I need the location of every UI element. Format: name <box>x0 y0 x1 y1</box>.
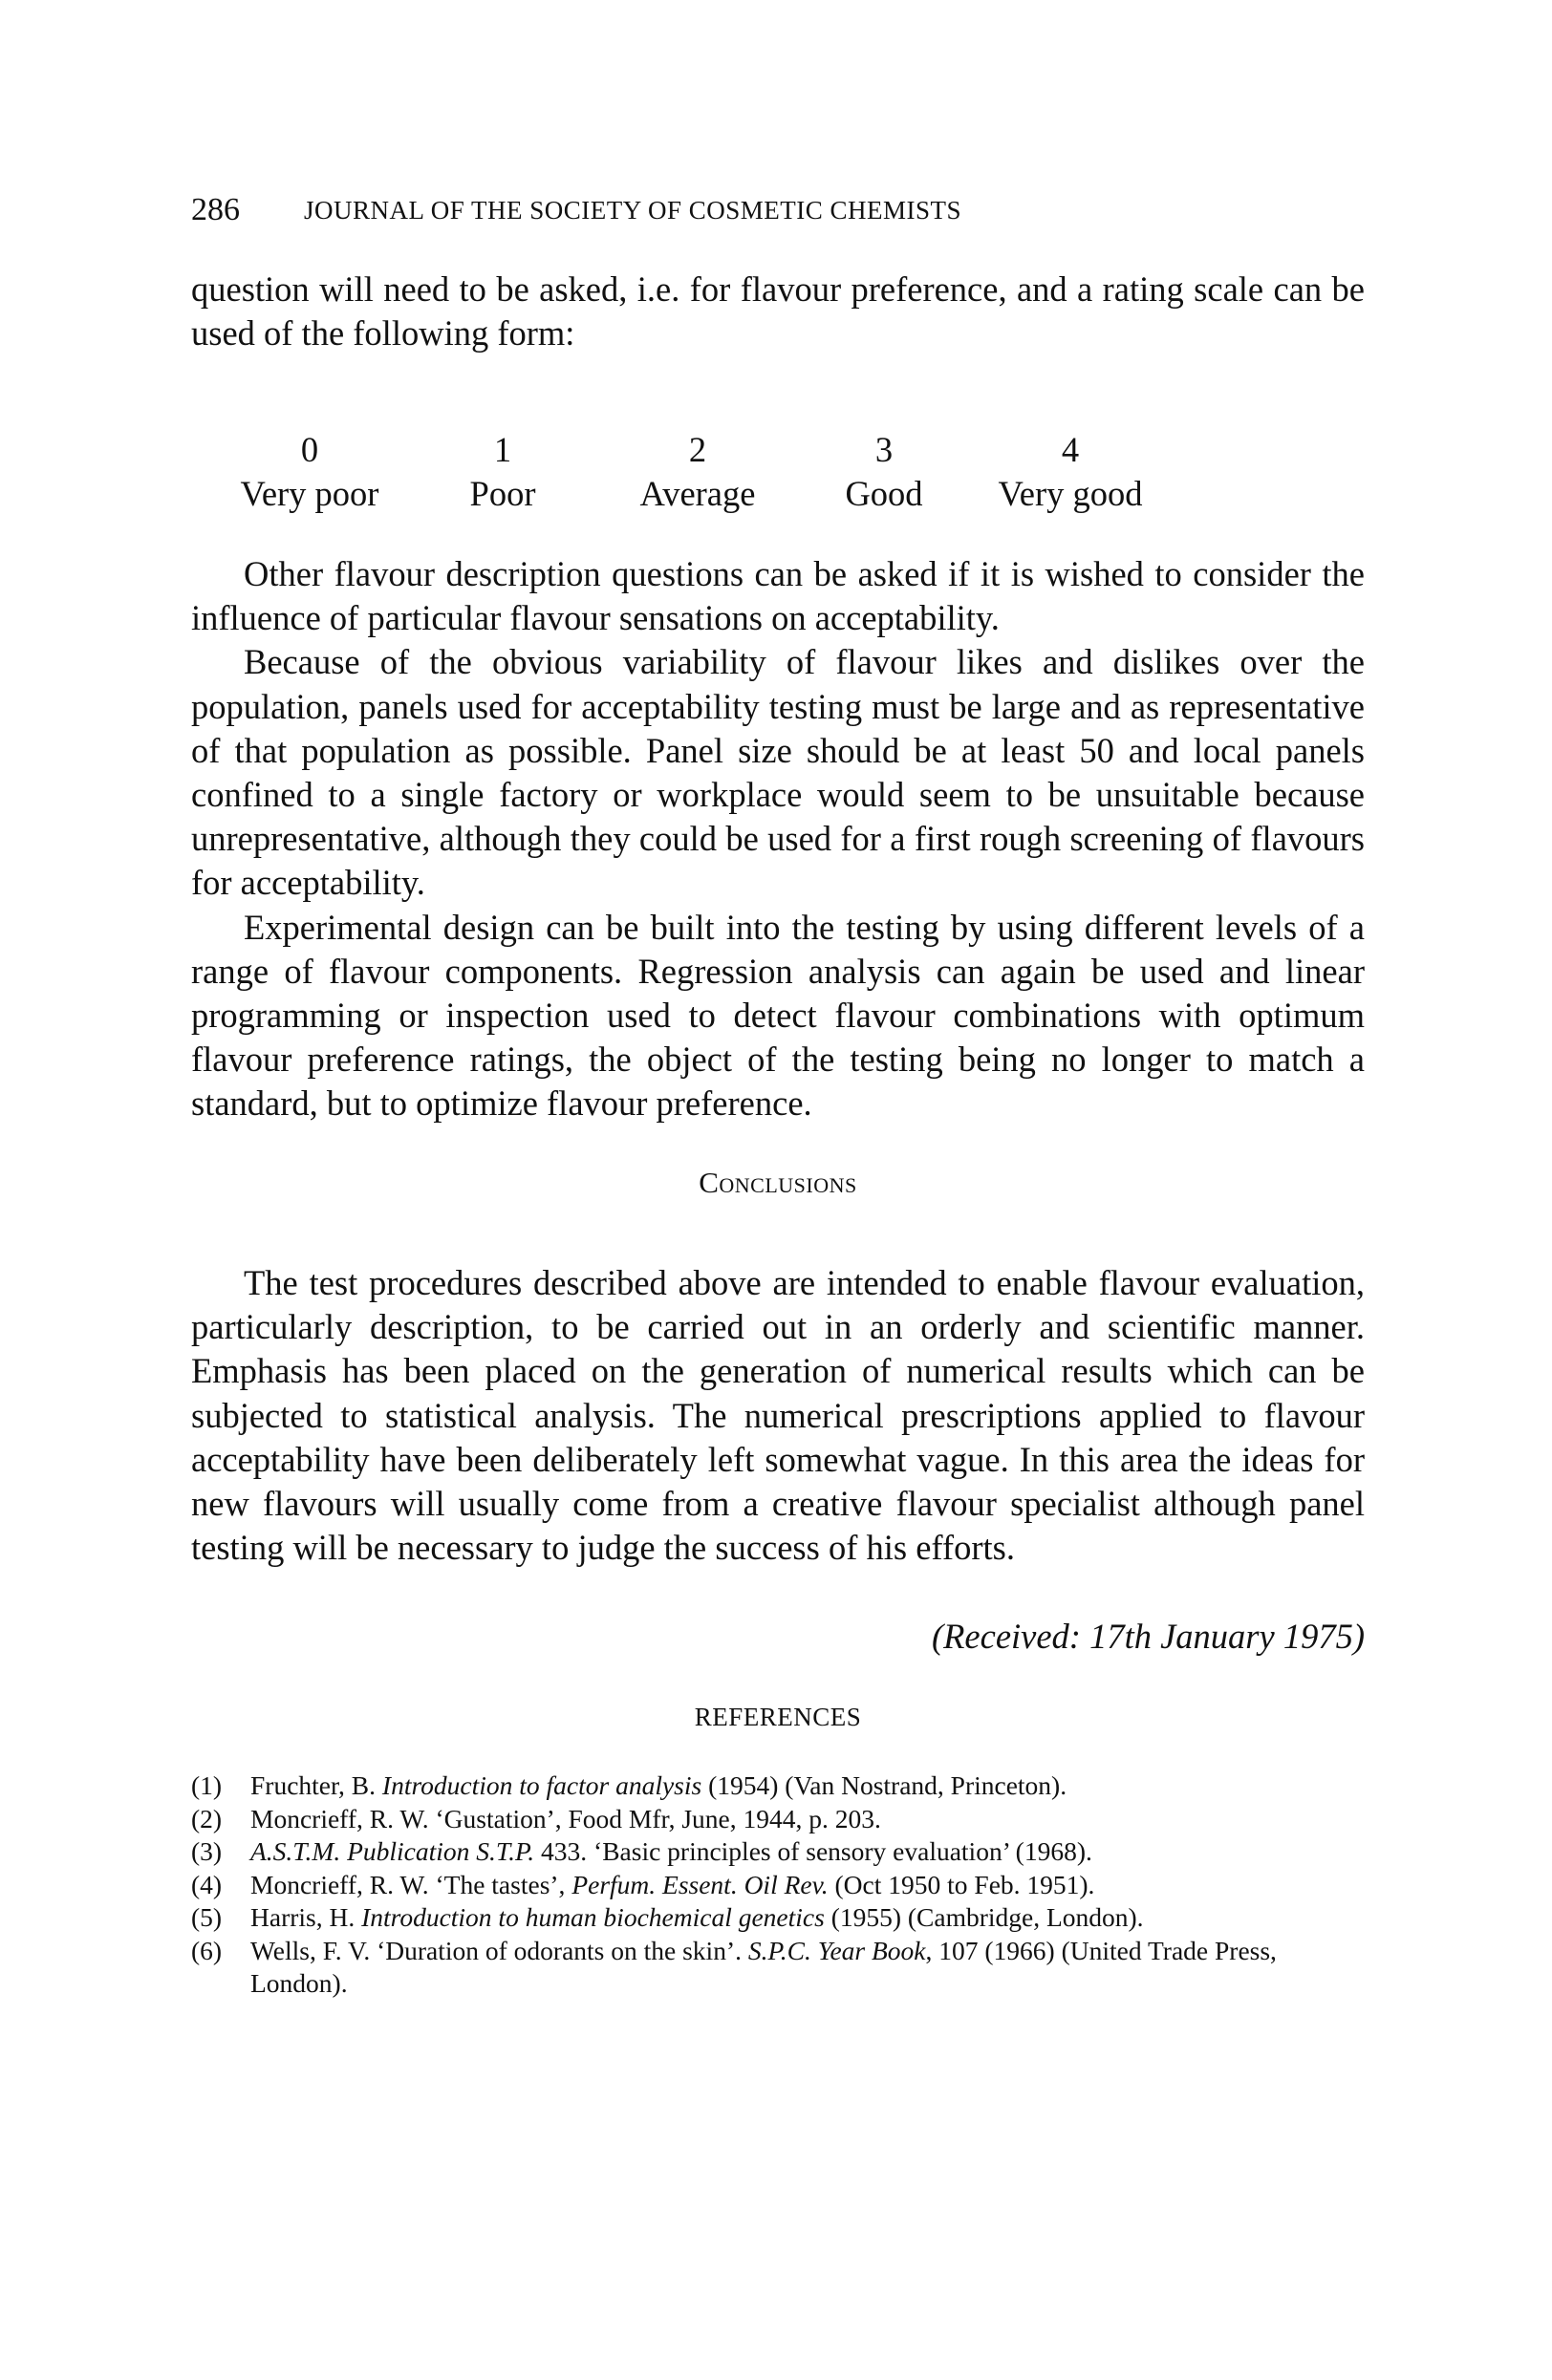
conclusions-heading: Conclusions <box>699 1166 857 1199</box>
body-paragraph: Because of the obvious variability of flavour likes and dislikes over the population, panels used for acceptability testing must be large and as representative of that population as possible. Panel size should be at least 50 and local panels confined to a single factory or workplace would seem to be unsuitable because unrepresentative, although they could be used for a first rough screening of flavours for acceptability. <box>191 642 1365 903</box>
reference-italic-text: S.P.C. Year Book <box>747 1935 926 1965</box>
reference-number: (4) <box>191 1869 223 1899</box>
reference-italic-text: Introduction to human biochemical genetics <box>361 1902 825 1932</box>
rating-value: 4 <box>1061 430 1080 469</box>
rating-label: Average <box>639 474 756 513</box>
reference-text: (1954) (Van Nostrand, Princeton). <box>701 1770 1067 1800</box>
rating-value: 2 <box>688 430 707 469</box>
rating-value: 0 <box>300 430 319 469</box>
reference-item <box>191 1835 1365 1869</box>
conclusions-block <box>191 1261 1365 1570</box>
reference-number: (3) <box>191 1836 223 1866</box>
page-number: 286 <box>191 192 240 227</box>
reference-text: (1955) (Cambridge, London). <box>824 1902 1144 1932</box>
body-paragraph: Experimental design can be built into the testing by using different levels of a range of flavour components. Regression analysis can again be used and linear programming or inspection used to detect flavour combinations with optimum flavour preference ratings, the object of the testing being no longer to match a standard, but to optimize flavour preference. <box>191 907 1365 1124</box>
reference-text: Harris, H. <box>250 1902 362 1932</box>
reference-text: Moncrieff, R. W. ‘The tastes’, <box>250 1869 572 1899</box>
rating-scale-item <box>779 428 989 516</box>
rating-scale <box>191 428 1365 524</box>
intro-block <box>191 268 1365 355</box>
rating-scale-item <box>205 428 415 516</box>
reference-item <box>191 1803 1365 1836</box>
rating-label: Very good <box>998 474 1143 513</box>
rating-label: Good <box>845 474 923 513</box>
received-date: (Received: 17th January 1975) <box>931 1617 1365 1656</box>
references-heading: REFERENCES <box>694 1703 862 1731</box>
reference-text: , 107 (1966) (United Trade Press, London). <box>250 1935 1277 1998</box>
reference-item <box>191 1901 1365 1935</box>
reference-text: 433. ‘Basic principles of sensory evaluation’ (1968). <box>534 1836 1092 1866</box>
intro-paragraph: question will need to be asked, i.e. for flavour preference, and a rating scale can be used of the following form: <box>191 269 1365 354</box>
reference-number: (2) <box>191 1803 223 1833</box>
reference-italic-text: A.S.T.M. Publication S.T.P. <box>250 1836 535 1866</box>
reference-number: (6) <box>191 1935 223 1965</box>
reference-italic-text: Perfum. Essent. Oil Rev. <box>571 1869 829 1899</box>
reference-item <box>191 1869 1365 1902</box>
reference-number: (1) <box>191 1770 223 1800</box>
rating-value: 3 <box>874 430 894 469</box>
rating-value: 1 <box>493 430 512 469</box>
reference-text: (Oct 1950 to Feb. 1951). <box>828 1869 1095 1899</box>
reference-item <box>191 1935 1365 2001</box>
rating-scale-item <box>965 428 1175 516</box>
journal-title: JOURNAL OF THE SOCIETY OF COSMETIC CHEMISTS <box>304 196 962 225</box>
rating-scale-item <box>398 428 608 516</box>
reference-text: Wells, F. V. ‘Duration of odorants on the skin’. <box>250 1935 748 1965</box>
reference-text: Fruchter, B. <box>250 1770 382 1800</box>
rating-scale-item <box>593 428 803 516</box>
body-paragraph: Other flavour description questions can be asked if it is wished to consider the influence of particular flavour sensations on acceptability. <box>191 554 1365 638</box>
body-paragraphs <box>191 552 1365 1126</box>
reference-italic-text: Introduction to factor analysis <box>381 1770 702 1800</box>
rating-label: Very poor <box>240 474 379 513</box>
reference-item <box>191 1769 1365 1803</box>
references-list <box>191 1769 1365 2001</box>
conclusions-paragraph: The test procedures described above are intended to enable flavour evaluation, particularly description, to be carried out in an orderly and scientific manner. Emphasis has been placed on the generation of numerical results which can be subjected to statistical analysis. The numerical prescriptions applied to flavour acceptability have been deliberately left somewhat vague. In this area the ideas for new flavours will usually come from a creative flavour specialist although panel testing will be necessary to judge the success of his efforts. <box>191 1263 1365 1568</box>
rating-label: Poor <box>469 474 536 513</box>
running-head <box>191 191 1365 229</box>
reference-text: Moncrieff, R. W. ‘Gustation’, Food Mfr, June, 1944, p. 203. <box>250 1803 881 1833</box>
reference-number: (5) <box>191 1902 223 1932</box>
